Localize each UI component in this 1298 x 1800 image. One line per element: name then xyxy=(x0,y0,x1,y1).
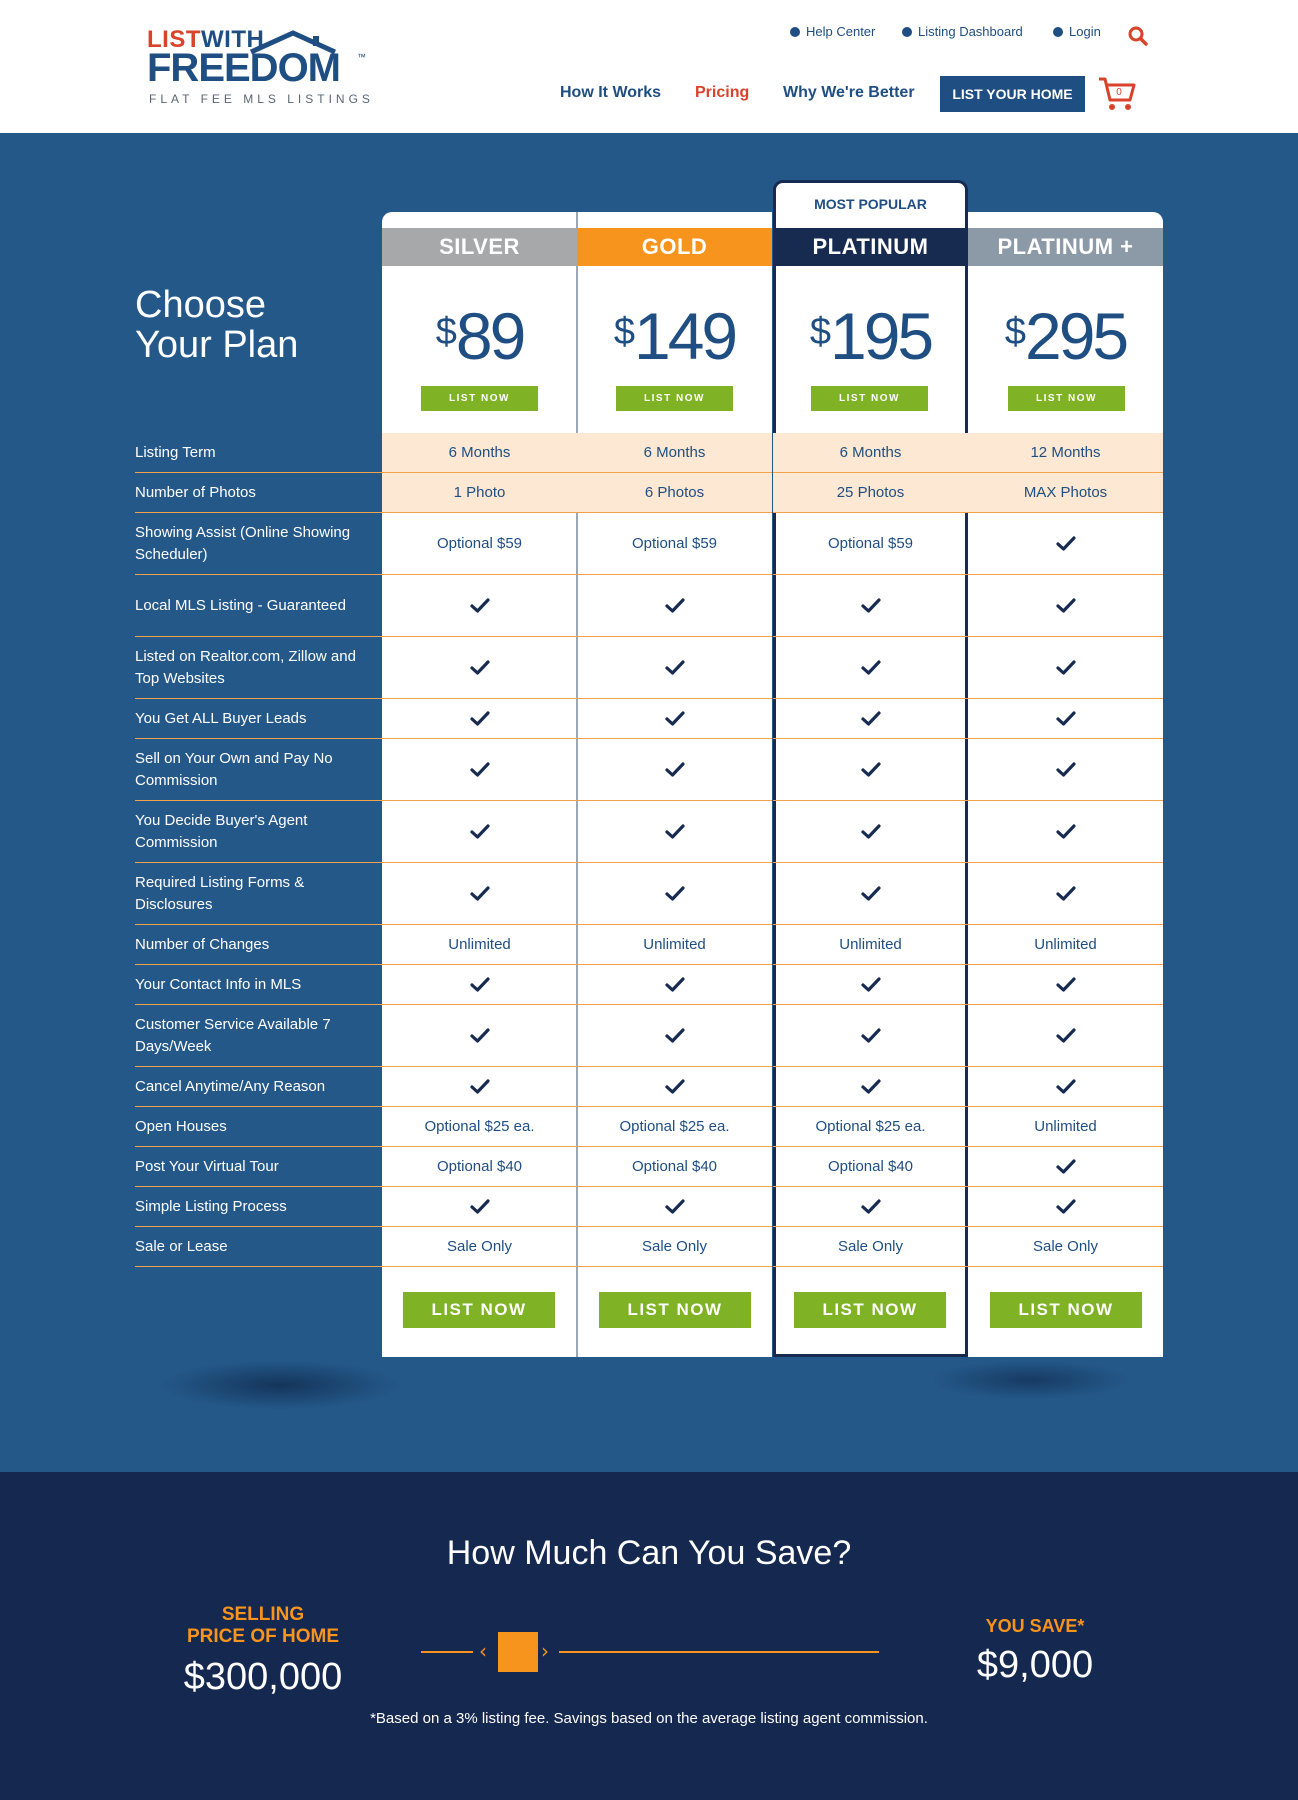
savings-footnote: *Based on a 3% listing fee. Savings based on the average listing agent commission. xyxy=(370,1710,928,1727)
check-icon xyxy=(1056,536,1076,552)
check-icon xyxy=(470,886,490,902)
card-shadow-left xyxy=(160,1360,400,1410)
price-value: 195 xyxy=(830,299,932,373)
choose-plan-heading xyxy=(135,285,298,365)
listing-dashboard-link[interactable] xyxy=(902,24,1023,39)
login-label: Login xyxy=(1069,24,1101,39)
feature-label: Listing Term xyxy=(135,433,382,473)
cart-count: 0 xyxy=(1116,87,1122,98)
feature-cell xyxy=(968,1067,1163,1107)
check-icon xyxy=(665,886,685,902)
feature-label: You Decide Buyer's Agent Commission xyxy=(135,801,382,863)
feature-label: Cancel Anytime/Any Reason xyxy=(135,1067,382,1107)
price-value: 295 xyxy=(1025,299,1127,373)
check-icon xyxy=(665,598,685,614)
cart-button[interactable] xyxy=(1098,76,1136,112)
feature-cell: Optional $40 xyxy=(773,1147,968,1187)
choose-plan-line-1: Choose xyxy=(135,284,266,326)
feature-cell xyxy=(968,739,1163,801)
list-now-small-silver[interactable]: LIST NOW xyxy=(421,386,538,411)
feature-label: Sale or Lease xyxy=(135,1227,382,1267)
check-icon xyxy=(861,598,881,614)
user-icon xyxy=(1053,27,1063,37)
feature-cell xyxy=(773,1187,968,1227)
feature-label: Listed on Realtor.com, Zillow and Top Websites xyxy=(135,637,382,699)
logo-with-text: WITH xyxy=(201,26,265,53)
check-icon xyxy=(470,1199,490,1215)
feature-cell: 6 Months xyxy=(773,433,968,473)
feature-cell: 6 Months xyxy=(382,433,577,473)
check-icon xyxy=(861,886,881,902)
help-icon xyxy=(790,27,800,37)
plan-price-platinum-plus xyxy=(968,296,1163,376)
feature-cell xyxy=(968,1187,1163,1227)
feature-label: Open Houses xyxy=(135,1107,382,1147)
feature-cell xyxy=(382,1005,577,1067)
dashboard-icon xyxy=(902,27,912,37)
chevron-right-icon: › xyxy=(541,1639,549,1663)
feature-cell xyxy=(577,801,772,863)
check-icon xyxy=(665,977,685,993)
feature-cell xyxy=(382,637,577,699)
price-value: 89 xyxy=(455,299,524,373)
list-now-button-platinum[interactable]: LIST NOW xyxy=(794,1292,946,1328)
check-icon xyxy=(861,762,881,778)
site-logo[interactable] xyxy=(147,26,377,106)
you-save-label: YOU SAVE* xyxy=(985,1616,1085,1636)
slider-track-right[interactable] xyxy=(559,1651,879,1653)
check-icon xyxy=(1056,824,1076,840)
feature-cell xyxy=(968,965,1163,1005)
site-header xyxy=(0,0,1298,133)
check-icon xyxy=(861,1079,881,1095)
list-now-small-gold[interactable]: LIST NOW xyxy=(616,386,733,411)
plan-name-silver: SILVER xyxy=(382,228,577,266)
feature-cell: Optional $25 ea. xyxy=(577,1107,772,1147)
check-icon xyxy=(665,762,685,778)
slider-handle[interactable] xyxy=(498,1632,538,1672)
check-icon xyxy=(861,824,881,840)
savings-calculator xyxy=(0,1472,1298,1800)
you-save-value: $9,000 xyxy=(976,1644,1094,1686)
feature-cell xyxy=(968,637,1163,699)
feature-cell xyxy=(382,1067,577,1107)
feature-cell xyxy=(773,965,968,1005)
feature-cell xyxy=(773,575,968,637)
price-slider[interactable] xyxy=(421,1632,879,1672)
check-icon xyxy=(1056,762,1076,778)
feature-cell: 6 Photos xyxy=(577,473,772,513)
feature-cell: Optional $40 xyxy=(382,1147,577,1187)
check-icon xyxy=(1056,1159,1076,1175)
check-icon xyxy=(1056,598,1076,614)
check-icon xyxy=(861,1199,881,1215)
price-value: 149 xyxy=(634,299,736,373)
feature-cell xyxy=(577,575,772,637)
feature-cell: Optional $59 xyxy=(382,513,577,575)
feature-cell xyxy=(773,863,968,925)
feature-cell: 12 Months xyxy=(968,433,1163,473)
feature-cell: 6 Months xyxy=(577,433,772,473)
list-now-small-platinum-plus[interactable]: LIST NOW xyxy=(1008,386,1125,411)
most-popular-badge: MOST POPULAR xyxy=(814,196,927,212)
logo-trademark: ™ xyxy=(357,52,366,62)
feature-cell xyxy=(382,801,577,863)
cart-icon xyxy=(1098,76,1136,112)
feature-cell xyxy=(773,637,968,699)
feature-cell: Sale Only xyxy=(577,1227,772,1267)
feature-cell xyxy=(382,739,577,801)
plan-price-platinum xyxy=(773,296,968,376)
feature-cell: Unlimited xyxy=(968,1107,1163,1147)
feature-cell: Optional $40 xyxy=(577,1147,772,1187)
feature-cell xyxy=(577,965,772,1005)
feature-cell xyxy=(577,739,772,801)
feature-cell xyxy=(382,965,577,1005)
feature-cell xyxy=(773,699,968,739)
check-icon xyxy=(1056,1079,1076,1095)
feature-cell: Unlimited xyxy=(968,925,1163,965)
card-shadow-right xyxy=(930,1360,1130,1400)
check-icon xyxy=(470,660,490,676)
feature-label: You Get ALL Buyer Leads xyxy=(135,699,382,739)
feature-label: Simple Listing Process xyxy=(135,1187,382,1227)
feature-cell: 25 Photos xyxy=(773,473,968,513)
currency-symbol: $ xyxy=(809,311,828,353)
check-icon xyxy=(861,1028,881,1044)
savings-title: How Much Can You Save? xyxy=(446,1534,852,1572)
feature-cell xyxy=(577,1005,772,1067)
feature-cell: Sale Only xyxy=(382,1227,577,1267)
feature-cell xyxy=(968,1147,1163,1187)
feature-cell: Optional $59 xyxy=(577,513,772,575)
check-icon xyxy=(665,1199,685,1215)
feature-cell xyxy=(382,863,577,925)
listing-dashboard-label: Listing Dashboard xyxy=(918,24,1023,39)
feature-cell xyxy=(577,637,772,699)
logo-list-text: LIST xyxy=(147,26,201,53)
check-icon xyxy=(1056,886,1076,902)
feature-cell: Unlimited xyxy=(773,925,968,965)
plan-name-gold: GOLD xyxy=(577,228,772,266)
nav-why-better[interactable]: Why We're Better xyxy=(783,84,915,101)
feature-cell: Unlimited xyxy=(577,925,772,965)
check-icon xyxy=(665,1079,685,1095)
logo-tagline: FLAT FEE MLS LISTINGS xyxy=(149,92,374,106)
check-icon xyxy=(665,711,685,727)
feature-label: Showing Assist (Online Showing Scheduler) xyxy=(135,513,382,575)
plan-price-gold xyxy=(577,296,772,376)
feature-cell xyxy=(382,1187,577,1227)
feature-cell xyxy=(577,699,772,739)
help-center-link[interactable] xyxy=(790,24,875,39)
feature-cell xyxy=(968,699,1163,739)
feature-cell xyxy=(773,1005,968,1067)
feature-cell: Optional $25 ea. xyxy=(773,1107,968,1147)
check-icon xyxy=(1056,1199,1076,1215)
list-your-home-button[interactable]: LIST YOUR HOME xyxy=(940,76,1085,112)
check-icon xyxy=(1056,977,1076,993)
feature-label: Post Your Virtual Tour xyxy=(135,1147,382,1187)
chevron-left-icon: ‹ xyxy=(479,1639,487,1663)
plan-name-platinum-plus: PLATINUM + xyxy=(968,228,1163,266)
check-icon xyxy=(861,711,881,727)
feature-label: Customer Service Available 7 Days/Week xyxy=(135,1005,382,1067)
feature-cell xyxy=(968,1005,1163,1067)
check-icon xyxy=(665,1028,685,1044)
check-icon xyxy=(470,977,490,993)
list-now-button-platinum-plus[interactable]: LIST NOW xyxy=(990,1292,1142,1328)
feature-label: Your Contact Info in MLS xyxy=(135,965,382,1005)
feature-label: Required Listing Forms & Disclosures xyxy=(135,863,382,925)
list-now-button-gold[interactable]: LIST NOW xyxy=(599,1292,751,1328)
feature-label: Local MLS Listing - Guaranteed xyxy=(135,575,382,637)
feature-cell xyxy=(382,575,577,637)
feature-cell xyxy=(382,699,577,739)
feature-cell xyxy=(773,1067,968,1107)
check-icon xyxy=(470,762,490,778)
selling-price-label xyxy=(163,1604,363,1648)
plan-price-silver xyxy=(382,296,577,376)
logo-main: FREEDOM xyxy=(147,46,340,90)
feature-cell xyxy=(968,575,1163,637)
help-center-label: Help Center xyxy=(806,24,876,39)
check-icon xyxy=(1056,1028,1076,1044)
check-icon xyxy=(470,711,490,727)
login-link[interactable] xyxy=(1053,24,1101,39)
check-icon xyxy=(470,1079,490,1095)
selling-price-value: $300,000 xyxy=(183,1656,343,1698)
list-now-small-platinum[interactable]: LIST NOW xyxy=(811,386,928,411)
currency-symbol: $ xyxy=(1004,311,1023,353)
selling-label-line-2: PRICE OF HOME xyxy=(186,1626,339,1647)
check-icon xyxy=(470,824,490,840)
feature-cell: Optional $59 xyxy=(773,513,968,575)
check-icon xyxy=(665,824,685,840)
check-icon xyxy=(861,977,881,993)
check-icon xyxy=(470,1028,490,1044)
feature-cell xyxy=(577,863,772,925)
feature-cell xyxy=(968,801,1163,863)
slider-track-left[interactable] xyxy=(421,1651,473,1653)
currency-symbol: $ xyxy=(613,311,632,353)
feature-cell xyxy=(968,513,1163,575)
feature-cell: Sale Only xyxy=(773,1227,968,1267)
feature-label: Number of Changes xyxy=(135,925,382,965)
feature-cell: 1 Photo xyxy=(382,473,577,513)
selling-label-line-1: SELLING xyxy=(221,1604,305,1625)
nav-how-it-works[interactable]: How It Works xyxy=(560,84,662,101)
nav-pricing[interactable]: Pricing xyxy=(695,84,750,101)
feature-cell: MAX Photos xyxy=(968,473,1163,513)
feature-cell: Unlimited xyxy=(382,925,577,965)
check-icon xyxy=(861,660,881,676)
check-icon xyxy=(1056,660,1076,676)
choose-plan-line-2: Your Plan xyxy=(135,324,299,366)
feature-cell xyxy=(968,863,1163,925)
feature-cell xyxy=(577,1067,772,1107)
feature-cell xyxy=(773,739,968,801)
list-now-button-silver[interactable]: LIST NOW xyxy=(403,1292,555,1328)
search-icon[interactable] xyxy=(1128,26,1148,46)
feature-cell xyxy=(773,801,968,863)
feature-cell xyxy=(577,1187,772,1227)
feature-cell: Sale Only xyxy=(968,1227,1163,1267)
feature-label: Number of Photos xyxy=(135,473,382,513)
plan-name-platinum: PLATINUM xyxy=(773,228,968,266)
feature-label: Sell on Your Own and Pay No Commission xyxy=(135,739,382,801)
check-icon xyxy=(470,598,490,614)
feature-cell: Optional $25 ea. xyxy=(382,1107,577,1147)
check-icon xyxy=(1056,711,1076,727)
currency-symbol: $ xyxy=(435,311,454,353)
check-icon xyxy=(665,660,685,676)
